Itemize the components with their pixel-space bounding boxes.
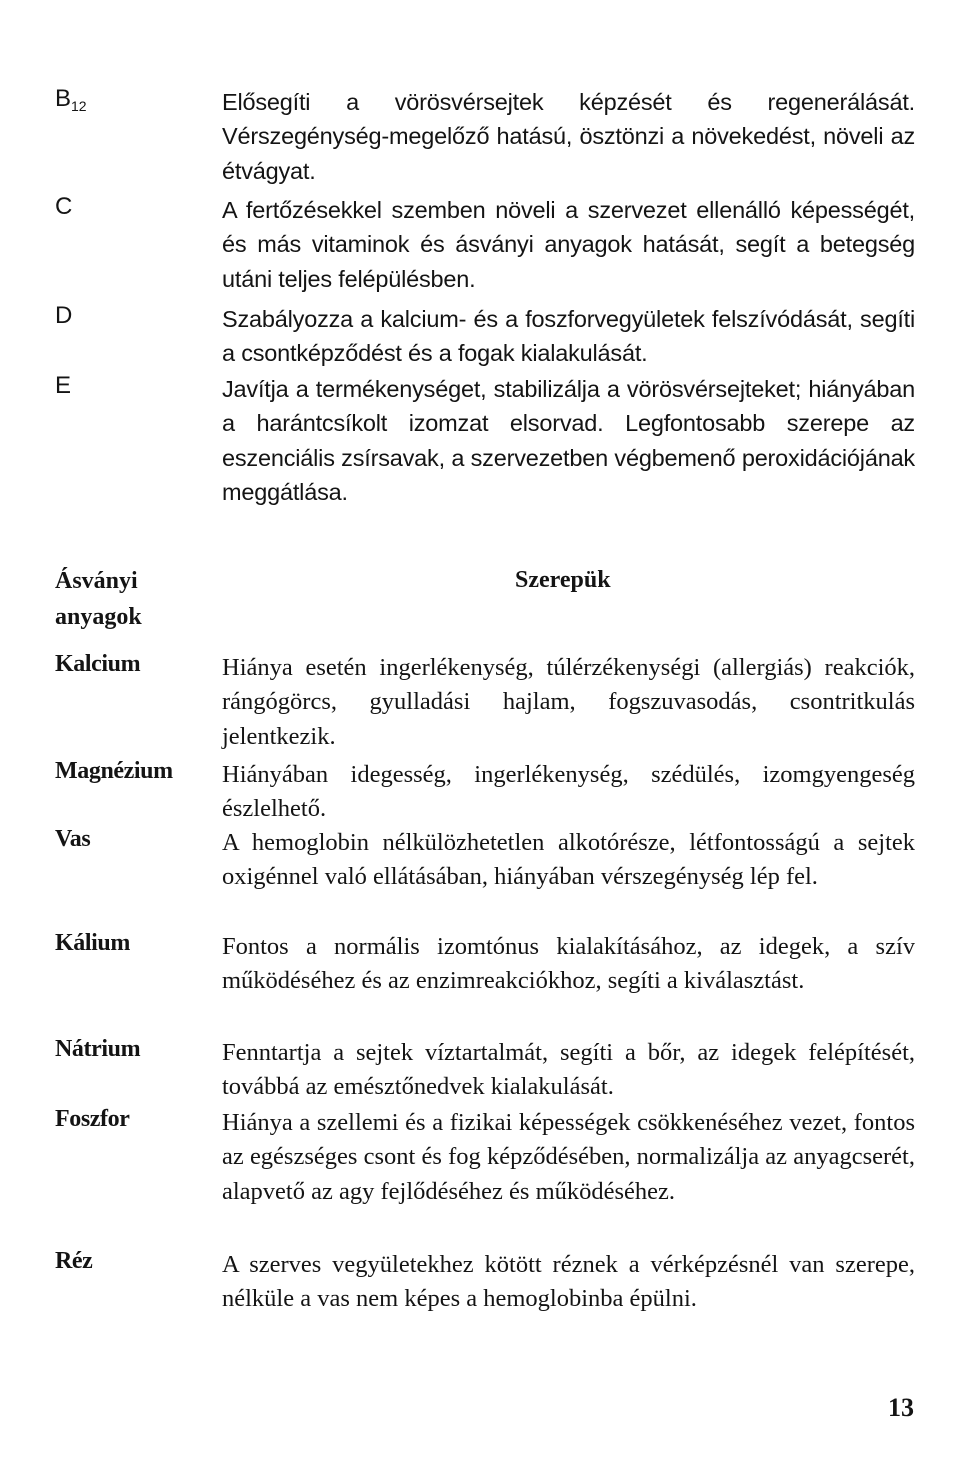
mineral-row-magnezium <box>55 758 915 827</box>
vitamin-row-c <box>55 193 915 296</box>
page-number: 13 <box>888 1393 914 1422</box>
minerals-column-header: Ásványi anyagok <box>55 568 142 630</box>
mineral-row-vas <box>55 826 915 895</box>
mineral-row-foszfor <box>55 1106 915 1209</box>
vitamin-description: Elősegíti a vörösvérsejtek képzését és regenerálását. Vérszegénység-megelőző hatású, ösztönzi a növekedést, növeli az étvágyat. <box>222 89 915 184</box>
mineral-row-natrium <box>55 1036 915 1105</box>
mineral-row-kalcium <box>55 651 915 754</box>
mineral-description: Hiánya a szellemi és a fizikai képességek csökkenéséhez vezet, fontos az egészséges csont és fog képződésében, normalizálja az anyagcserét, alapvető az agy fejlődéséhez és működéséhez. <box>222 1109 915 1205</box>
vitamin-row-e <box>55 372 915 509</box>
mineral-description: Hiánya esetén ingerlékenység, túlérzékenységi (allergiás) reakciók, rángógörcs, gyulladási hajlam, fogszuvasodás, csontritkulás jelentkezik. <box>222 654 915 750</box>
mineral-name: Kálium <box>55 930 130 956</box>
vitamin-row-b12 <box>55 85 915 188</box>
mineral-description: Fontos a normális izomtónus kialakításához, az idegek, a szív működéséhez és az enzimreakciókhoz, segíti a kiválasztást. <box>222 933 915 995</box>
vitamin-row-d <box>55 302 915 371</box>
mineral-row-kalium <box>55 930 915 999</box>
vitamin-subscript: 12 <box>71 98 87 114</box>
mineral-name: Vas <box>55 826 91 852</box>
vitamin-description: Szabályozza a kalcium- és a foszforvegyületek felszívódását, segíti a csontképződést és a fogak kialakulását. <box>222 306 915 367</box>
mineral-name: Réz <box>55 1248 93 1274</box>
vitamin-description: A fertőzésekkel szemben növeli a szervezet ellenálló képességét, és más vitaminok és ásványi anyagok hatását, segít a betegség utáni teljes felépülésben. <box>222 197 915 292</box>
mineral-name: Foszfor <box>55 1106 130 1132</box>
vitamin-label: C <box>55 193 73 220</box>
mineral-row-rez <box>55 1248 915 1317</box>
vitamin-label: $B_{12}$ <box>55 85 87 114</box>
mineral-name: Magnézium <box>55 758 173 784</box>
mineral-name: Nátrium <box>55 1036 141 1062</box>
vitamin-description: Javítja a termékenységet, stabilizálja a vörösvérsejteket; hiányában a harántcsíkolt izomzat elsorvad. Legfontosabb szerepe az eszenciális zsírsavak, a szervezetben végbemenő peroxidációjának meggátlása. <box>222 376 915 505</box>
mineral-description: Fenntartja a sejtek víztartalmát, segíti a bőr, az idegek felépítését, továbbá az emésztőnedvek kialakulását. <box>222 1039 915 1101</box>
mineral-description: A szerves vegyületekhez kötött réznek a vérképzésnél van szerepe, nélküle a vas nem képes a hemoglobinba épülni. <box>222 1251 915 1313</box>
mineral-name: Kalcium <box>55 651 141 677</box>
mineral-description: A hemoglobin nélkülözhetetlen alkotórésze, létfontosságú a sejtek oxigénnel való ellátásában, hiányában vérszegénység lép fel. <box>222 829 915 891</box>
mineral-description: Hiányában idegesség, ingerlékenység, szédülés, izomgyengeség észlelhető. <box>222 761 915 823</box>
vitamin-label: E <box>55 372 72 399</box>
role-column-header: Szerepük <box>515 567 611 593</box>
vitamin-label: D <box>55 302 73 329</box>
